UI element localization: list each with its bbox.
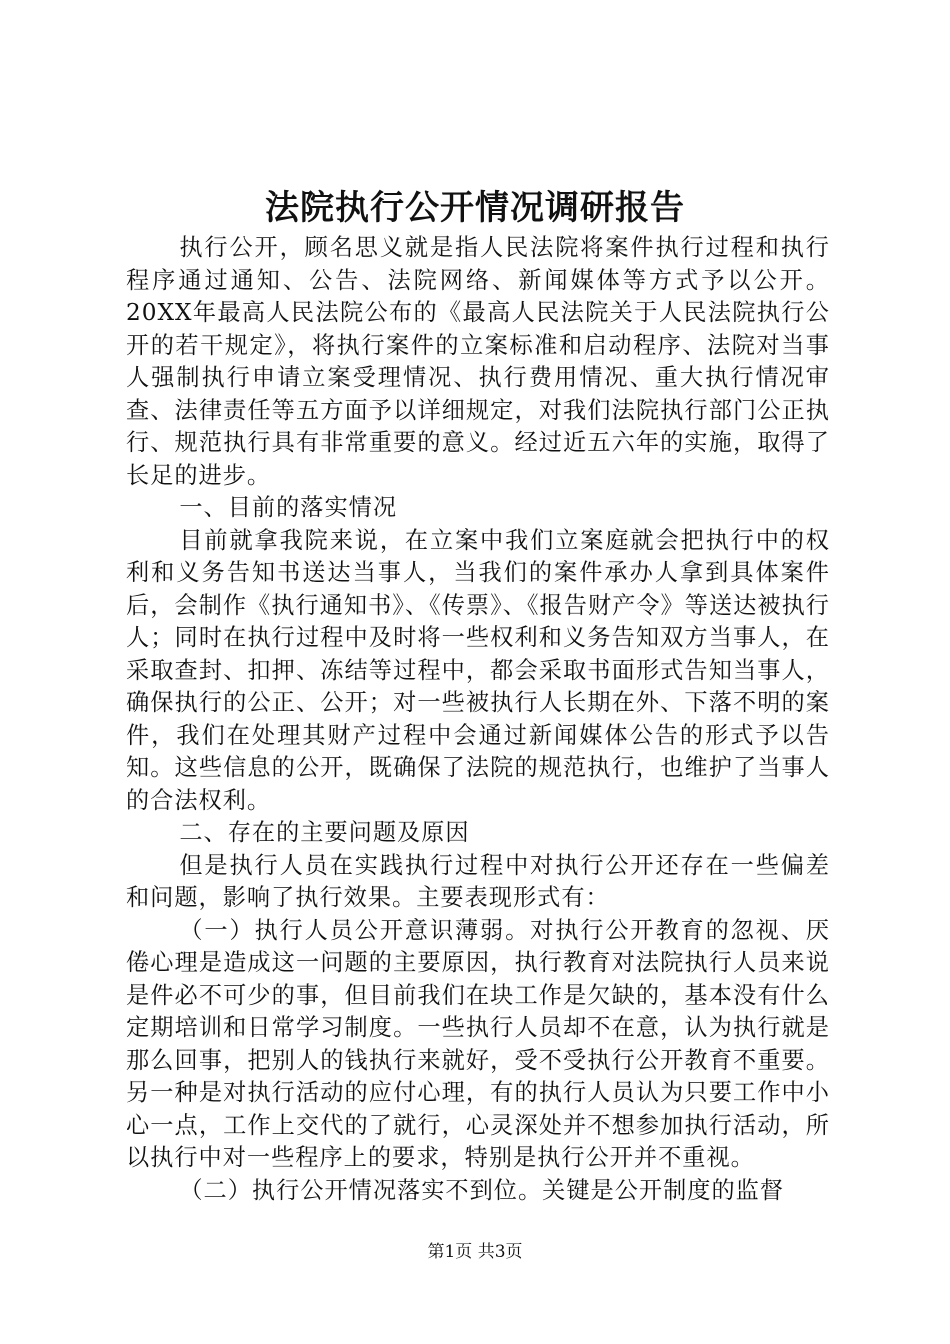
paragraph-intro: 执行公开，顾名思义就是指人民法院将案件执行过程和执行程序通过通知、公告、法院网络、新闻媒体等方式予以公开。20XX年最高人民法院公布的《最高人民法院关于人民法院执行公开的若干规定》，将执行案件的立案标准和启动程序、法院对当事人强制执行申请立案受理情况、执行费用情况、重大执行情况审查、法律责任等五方面予以详细规定，对我们法院执行部门公正执行、规范执行具有非常重要的意义。经过近五六年的实施，取得了长足的进步。 — [126, 234, 830, 489]
paragraph-problem-2: （二）执行公开情况落实不到位。关键是公开制度的监督 — [179, 1176, 785, 1204]
page-footer: 第1页 共3页 — [427, 1242, 523, 1262]
section-heading-1: 一、目前的落实情况 — [179, 494, 398, 521]
paragraph-problems-intro: 但是执行人员在实践执行过程中对执行公开还存在一些偏差和问题，影响了执行效果。主要表现形式有： — [126, 851, 830, 911]
document-title: 法院执行公开情况调研报告 — [265, 188, 685, 228]
section-heading-2: 二、存在的主要问题及原因 — [179, 819, 470, 846]
paragraph-current-situation: 目前就拿我院来说，在立案中我们立案庭就会把执行中的权利和义务告知书送达当事人，当我们的案件承办人拿到具体案件后，会制作《执行通知书》、《传票》、《报告财产令》等送达被执行人；同时在执行过程中及时将一些权利和义务告知双方当事人，在采取查封、扣押、冻结等过程中，都会采取书面形式告知当事人，确保执行的公正、公开；对一些被执行人长期在外、下落不明的案件，我们在处理其财产过程中会通过新闻媒体公告的形式予以告知。这些信息的公开，既确保了法院的规范执行，也维护了当事人的合法权利。 — [126, 526, 830, 814]
paragraph-problem-1: （一）执行人员公开意识薄弱。对执行公开教育的忽视、厌倦心理是造成这一问题的主要原因，执行教育对法院执行人员来说是件必不可少的事，但目前我们在块工作是欠缺的，基本没有什么定期培训和日常学习制度。一些执行人员却不在意，认为执行就是那么回事，把别人的钱执行来就好，受不受执行公开教育不重要。另一种是对执行活动的应付心理，有的执行人员认为只要工作中小心一点，工作上交代的了就行，心灵深处并不想参加执行活动，所以执行中对一些程序上的要求，特别是执行公开并不重视。 — [126, 916, 830, 1171]
document-body — [126, 232, 830, 1207]
